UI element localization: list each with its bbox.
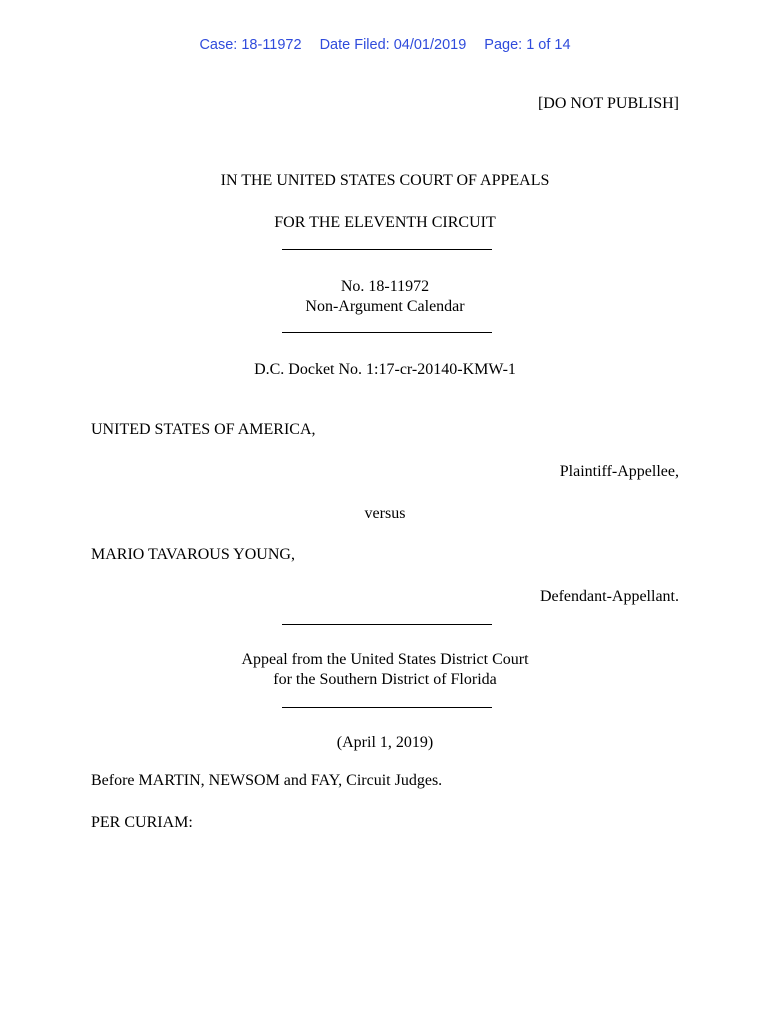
page-count-header: Page: 1 of 14: [484, 37, 571, 53]
divider-4: [282, 707, 492, 708]
versus-label: versus: [364, 505, 406, 522]
filing-header: [0, 37, 770, 53]
divider-3: [282, 624, 492, 625]
defendant-name: MARIO TAVAROUS YOUNG,: [91, 546, 295, 563]
panel-judges: Before MARTIN, NEWSOM and FAY, Circuit Judges.: [91, 772, 443, 789]
plaintiff-role: Plaintiff-Appellee,: [559, 463, 679, 480]
appeal-line-2: for the Southern District of Florida: [273, 671, 497, 688]
court-name: IN THE UNITED STATES COURT OF APPEALS: [220, 172, 550, 189]
docket-number: D.C. Docket No. 1:17-cr-20140-KMW-1: [254, 361, 516, 378]
decision-date: (April 1, 2019): [336, 734, 434, 751]
calendar-type: Non-Argument Calendar: [305, 298, 465, 315]
circuit-name: FOR THE ELEVENTH CIRCUIT: [274, 214, 496, 231]
publish-note: [DO NOT PUBLISH]: [537, 95, 679, 112]
defendant-role: Defendant-Appellant.: [539, 588, 679, 605]
divider-1: [282, 249, 492, 250]
per-curiam: PER CURIAM:: [91, 814, 193, 831]
plaintiff-name: UNITED STATES OF AMERICA,: [91, 421, 316, 438]
divider-2: [282, 332, 492, 333]
date-filed-header: Date Filed: 04/01/2019: [319, 37, 467, 53]
case-number-header: Case: 18-11972: [199, 37, 302, 53]
case-number: No. 18-11972: [340, 278, 430, 295]
appeal-line-1: Appeal from the United States District Court: [241, 651, 529, 668]
